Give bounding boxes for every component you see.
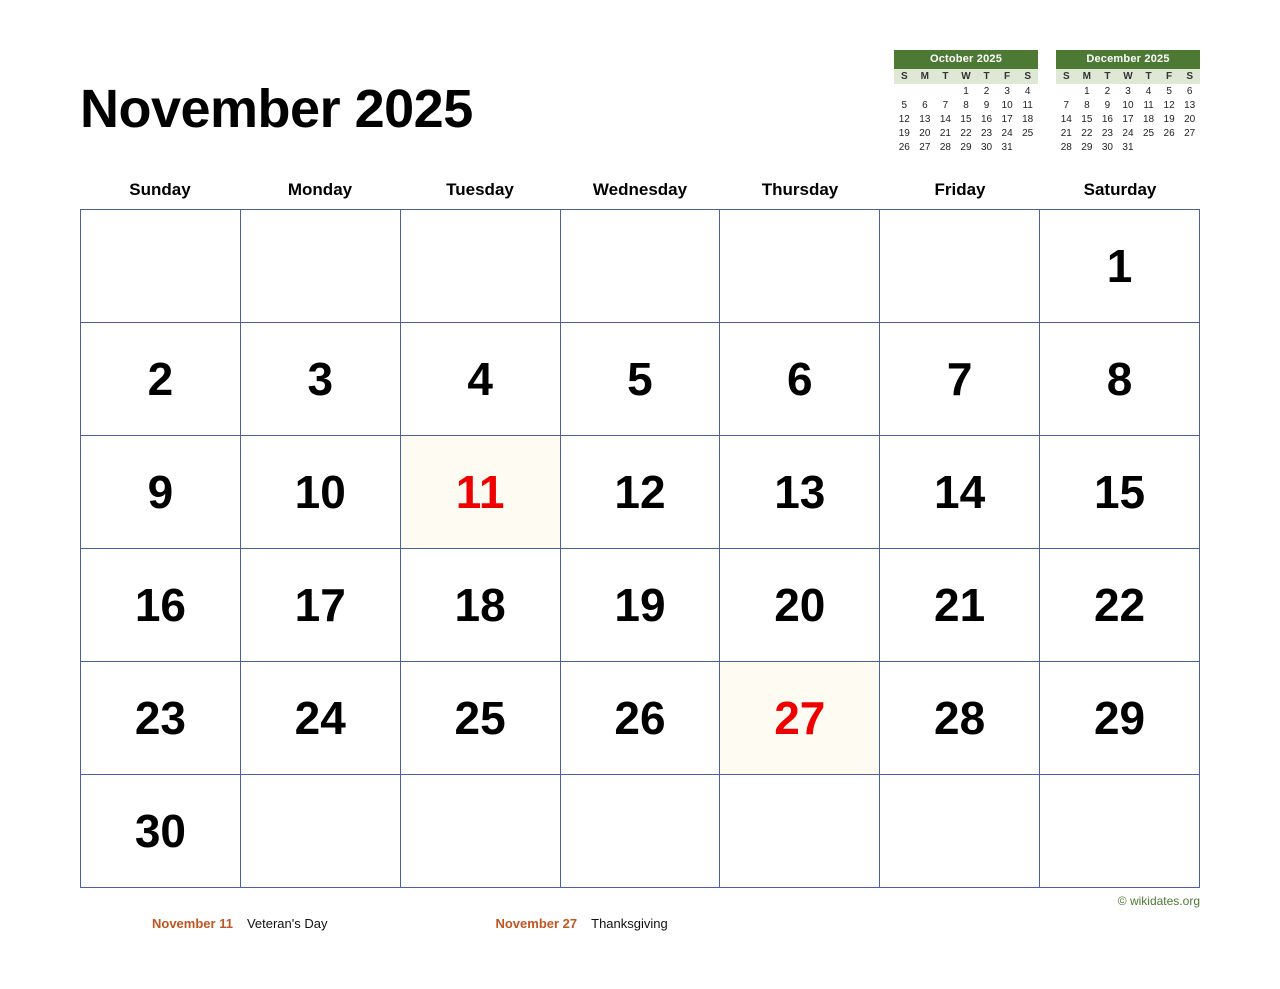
day-number: 30 [134,805,186,857]
mini-weekday: M [915,69,936,84]
calendar-day-cell[interactable] [400,775,560,888]
mini-day: 6 [1186,85,1193,97]
mini-weekday: S [1179,69,1200,84]
site-credit: © wikidates.org [1117,894,1200,908]
calendar-day-cell[interactable] [560,210,720,323]
event-date: November 11 [152,916,233,931]
mini-day: 1 [1084,85,1090,97]
mini-day: 20 [1184,113,1196,125]
mini-day: 29 [960,141,972,153]
mini-day: 31 [1001,141,1013,153]
mini-day: 28 [1060,141,1072,153]
mini-weekday: S [1056,69,1077,84]
calendar-day-cell[interactable] [560,436,720,549]
weekday-label: Friday [934,180,986,199]
mini-day: 12 [1163,99,1175,111]
mini-day: 4 [1024,85,1031,97]
mini-day: 17 [1122,113,1134,125]
mini-weekday: F [997,69,1018,84]
day-number: 29 [1093,692,1146,744]
mini-weekday: T [935,69,956,84]
day-number: 24 [294,692,346,744]
calendar-day-cell[interactable] [1040,775,1200,888]
calendar-day-cell[interactable] [240,549,400,662]
mini-day: 26 [898,141,910,153]
mini-day: 23 [1101,127,1113,139]
calendar-day-cell[interactable] [81,775,241,888]
calendar-day-cell[interactable] [81,549,241,662]
mini-day: 10 [1122,99,1134,111]
calendar-week-row [81,549,1200,662]
calendar-week-row [81,323,1200,436]
mini-day: 23 [980,127,993,139]
day-number: 19 [614,579,666,631]
mini-day: 12 [898,113,910,125]
weekday-label: Thursday [761,180,839,199]
mini-months [894,50,1200,154]
calendar-day-cell[interactable] [560,323,720,436]
day-number: 11 [455,466,505,518]
page-title: November 2025 [80,79,473,139]
mini-day: 28 [939,141,951,153]
weekday-label: Saturday [1083,180,1157,199]
mini-month [1056,50,1200,154]
event-item [152,916,327,931]
mini-day: 3 [1125,85,1131,97]
mini-day: 1 [963,85,969,97]
mini-month-title: December 2025 [1056,50,1200,69]
day-number: 23 [134,692,186,744]
day-number: 17 [294,579,346,631]
mini-day: 26 [1163,127,1175,139]
mini-day: 2 [983,85,990,97]
event-name: Thanksgiving [591,916,668,931]
calendar-day-cell[interactable] [400,549,560,662]
day-number: 6 [787,353,813,405]
mini-day: 20 [919,127,931,139]
mini-day [1138,140,1159,154]
day-number: 14 [934,466,986,518]
weekday-header-row [80,180,1200,209]
mini-weekday: T [1138,69,1159,84]
calendar-day-cell[interactable] [720,323,880,436]
calendar-day-cell[interactable] [400,436,560,549]
day-number: 10 [294,466,346,518]
calendar-day-cell[interactable] [81,662,241,775]
calendar-day-cell[interactable] [240,436,400,549]
mini-day: 21 [939,127,951,139]
day-number: 20 [774,579,826,631]
day-number: 8 [1106,353,1133,405]
day-number: 9 [147,466,174,518]
mini-day: 14 [1060,113,1072,125]
mini-day: 18 [1022,113,1034,125]
mini-day: 13 [919,113,931,125]
weekday-label: Tuesday [446,180,514,199]
day-number: 16 [134,579,186,631]
mini-weekday: S [1017,69,1038,84]
calendar-day-cell[interactable] [880,549,1040,662]
mini-day: 11 [1022,99,1033,111]
mini-day: 15 [960,113,972,125]
calendar-day-cell[interactable] [400,662,560,775]
calendar-day-cell[interactable] [1040,549,1200,662]
calendar-day-cell[interactable] [720,210,880,323]
calendar-day-cell[interactable] [1040,436,1200,549]
mini-day: 9 [983,99,990,111]
mini-day: 31 [1122,141,1134,153]
calendar-day-cell[interactable] [81,323,241,436]
calendar-day-cell[interactable] [240,323,400,436]
mini-weekday: S [894,69,915,84]
day-number: 12 [614,466,666,518]
mini-day: 8 [1084,99,1090,111]
day-number: 13 [774,466,826,518]
calendar-day-cell[interactable] [720,775,880,888]
day-number: 25 [454,692,506,744]
mini-day: 13 [1184,99,1196,111]
mini-day: 25 [1142,127,1155,139]
calendar-day-cell[interactable] [720,549,880,662]
mini-day: 16 [980,113,993,125]
weekday-label: Monday [287,180,353,199]
mini-day: 9 [1104,99,1111,111]
mini-day [894,84,915,98]
mini-day: 6 [922,99,928,111]
day-number: 21 [934,579,986,631]
mini-day: 2 [1104,85,1111,97]
calendar-week-row [81,436,1200,549]
mini-day: 24 [1001,127,1013,139]
mini-day: 16 [1101,113,1113,125]
calendar-day-cell[interactable] [880,436,1040,549]
mini-day [1179,140,1200,154]
day-number: 15 [1093,466,1146,518]
calendar-day-cell[interactable] [560,775,720,888]
mini-month [894,50,1038,154]
event-name: Veteran's Day [246,916,328,931]
mini-day: 8 [963,99,969,111]
mini-weekday: T [1097,69,1118,84]
day-number: 28 [934,692,986,744]
mini-day: 17 [1001,113,1013,125]
calendar-day-cell[interactable] [1040,662,1200,775]
calendar-day-cell[interactable] [880,323,1040,436]
mini-day: 22 [1081,127,1093,139]
mini-day: 7 [942,99,949,111]
calendar-week-row [81,662,1200,775]
mini-day: 4 [1145,85,1152,97]
calendar-week-row [81,775,1200,888]
day-number: 18 [454,579,506,631]
calendar-grid [80,209,1200,888]
day-number: 1 [1106,240,1133,292]
calendar-day-cell[interactable] [1040,323,1200,436]
mini-day: 29 [1081,141,1093,153]
calendar-day-cell[interactable] [880,662,1040,775]
mini-day [935,84,956,98]
mini-day: 3 [1004,85,1010,97]
calendar-day-cell[interactable] [880,775,1040,888]
day-number: 2 [147,353,174,405]
events-list [80,910,1200,931]
mini-day: 27 [919,141,931,153]
mini-day: 22 [960,127,972,139]
day-number: 4 [467,353,493,405]
calendar-day-cell[interactable] [400,323,560,436]
mini-day: 27 [1184,127,1196,139]
calendar-day-cell[interactable] [560,662,720,775]
calendar-day-cell[interactable] [400,210,560,323]
mini-day: 10 [1001,99,1013,111]
mini-day: 15 [1081,113,1093,125]
mini-day: 30 [1101,141,1113,153]
calendar-day-cell[interactable] [240,775,400,888]
mini-weekday: F [1159,69,1180,84]
calendar-day-cell[interactable] [81,436,241,549]
mini-day [1056,84,1077,98]
calendar-day-cell[interactable] [720,662,880,775]
mini-day: 14 [939,113,951,125]
calendar-day-cell[interactable] [720,436,880,549]
weekday-label: Sunday [129,180,191,199]
mini-weekday: W [956,69,977,84]
calendar-day-cell[interactable] [880,210,1040,323]
mini-weekday: W [1118,69,1139,84]
mini-day: 5 [1166,85,1172,97]
mini-day [915,84,936,98]
day-number: 26 [614,692,666,744]
mini-day: 7 [1063,99,1070,111]
calendar-day-cell[interactable] [1040,210,1200,323]
calendar-day-cell[interactable] [81,210,241,323]
day-number: 27 [774,692,826,744]
calendar-header [0,0,1280,180]
mini-day: 30 [980,141,993,153]
mini-day [1017,140,1038,154]
mini-month-title: October 2025 [894,50,1038,69]
mini-day: 24 [1122,127,1134,139]
mini-day: 18 [1142,113,1155,125]
calendar-day-cell[interactable] [240,210,400,323]
mini-weekday: T [976,69,997,84]
mini-day: 21 [1060,127,1072,139]
calendar-day-cell[interactable] [240,662,400,775]
mini-day: 19 [898,127,910,139]
mini-day: 19 [1163,113,1175,125]
mini-day: 5 [901,99,908,111]
event-item [495,916,667,931]
day-number: 22 [1093,579,1146,631]
calendar-week-row [81,210,1200,323]
mini-day [1159,140,1180,154]
calendar-body [81,210,1200,888]
mini-weekday: M [1077,69,1098,84]
calendar-day-cell[interactable] [560,549,720,662]
day-number: 7 [946,353,973,405]
mini-day: 11 [1143,99,1154,111]
mini-day: 25 [1022,127,1034,139]
event-date: November 27 [495,916,578,931]
weekday-label: Wednesday [592,180,688,199]
day-number: 5 [627,353,653,405]
day-number: 3 [307,353,334,405]
